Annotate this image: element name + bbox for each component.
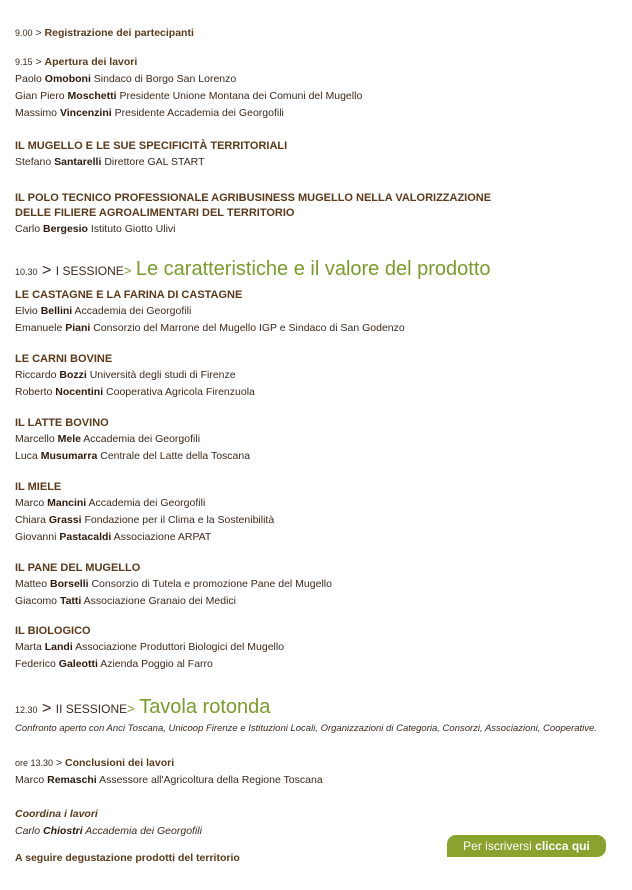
speaker-role: Associazione Produttori Biologici del Mugello	[75, 641, 285, 653]
speaker-role: Università degli studi di Firenze	[89, 369, 236, 381]
speaker-first-name: Carlo	[15, 223, 41, 235]
talk-title-line1: IL POLO TECNICO PROFESSIONALE AGRIBUSINESS MUGELLO NELLA VALORIZZAZIONE	[15, 192, 492, 204]
speaker-row	[15, 320, 622, 337]
session-title: Tavola rotonda	[139, 696, 271, 718]
speaker-role: Direttore GAL START	[104, 156, 205, 168]
speaker-last-name: Vincenzini	[59, 107, 112, 119]
speaker-role: Sindaco di Borgo San Lorenzo	[93, 73, 237, 85]
speaker-last-name: Galeotti	[58, 658, 98, 670]
speaker-last-name: Musumarra	[40, 450, 98, 462]
arrow-icon: >	[127, 701, 135, 716]
coordinator-role: Accademia dei Georgofili	[85, 825, 202, 837]
speaker-last-name: Piani	[65, 322, 91, 334]
speaker-last-name: Remaschi	[47, 774, 97, 786]
topic-latte	[15, 416, 622, 465]
speaker-first-name: Marta	[15, 641, 42, 653]
speaker-role: Azienda Poggio al Farro	[100, 658, 213, 670]
speaker-first-name: Massimo	[15, 107, 58, 119]
speaker-first-name: Elvio	[15, 305, 38, 317]
speaker-last-name: Mancini	[47, 497, 87, 509]
topic-pane	[15, 561, 622, 610]
talk-polo-tecnico	[15, 191, 622, 238]
speaker-row	[15, 303, 622, 320]
talk-title-line2: DELLE FILIERE AGROALIMENTARI DEL TERRITORIO	[15, 207, 295, 219]
session-time: 12.30	[15, 705, 38, 715]
speaker-first-name: Giovanni	[15, 531, 57, 543]
speaker-row	[15, 88, 622, 105]
opening-heading	[15, 54, 622, 71]
topic-title: LE CASTAGNE E LA FARINA DI CASTAGNE	[15, 289, 243, 301]
speaker-first-name: Emanuele	[15, 322, 63, 334]
tasting-text: A seguire degustazione prodotti del territorio	[15, 852, 240, 864]
speaker-row	[15, 448, 622, 465]
speaker-first-name: Chiara	[15, 514, 46, 526]
topic-miele	[15, 480, 622, 546]
topic-biologico	[15, 624, 622, 673]
speaker-last-name: Borselli	[50, 578, 89, 590]
talk-title: IL MUGELLO E LE SUE SPECIFICITÀ TERRITORIALI	[15, 140, 288, 152]
speaker-last-name: Grassi	[48, 514, 82, 526]
speaker-first-name: Paolo	[15, 73, 42, 85]
speaker-role: Presidente Unione Montana dei Comuni del Mugello	[119, 90, 363, 102]
speaker-last-name: Bellini	[40, 305, 73, 317]
speaker-first-name: Marcello	[15, 433, 55, 445]
speaker-role: Accademia dei Georgofili	[88, 497, 206, 509]
opening-block	[15, 54, 622, 122]
speaker-row	[15, 154, 622, 171]
topic-castagne	[15, 288, 622, 337]
coordinator-last-name: Chiostri	[43, 825, 83, 837]
session-label: II SESSIONE	[55, 702, 128, 716]
speaker-row	[15, 529, 622, 546]
speaker-first-name: Giacomo	[15, 595, 58, 607]
closing-heading	[15, 755, 622, 772]
speaker-last-name: Moschetti	[67, 90, 117, 102]
topic-title: IL BIOLOGICO	[15, 625, 91, 637]
topic-carni	[15, 352, 622, 401]
speaker-role: Cooperativa Agricola Firenzuola	[106, 386, 255, 398]
speaker-role: Accademia dei Georgofili	[83, 433, 201, 445]
speaker-row	[15, 495, 622, 512]
speaker-row	[15, 656, 622, 673]
speaker-first-name: Federico	[15, 658, 56, 670]
session-2-heading	[15, 696, 622, 719]
speaker-role: Accademia dei Georgofili	[74, 305, 192, 317]
speaker-last-name: Omoboni	[44, 73, 91, 85]
session-1-heading	[15, 258, 622, 281]
speaker-last-name: Bozzi	[59, 369, 87, 381]
register-button-strong: clicca qui	[535, 839, 590, 853]
speaker-last-name: Tatti	[59, 595, 82, 607]
topic-title: IL LATTE BOVINO	[15, 417, 109, 429]
speaker-first-name: Marco	[15, 497, 45, 509]
speaker-row	[15, 71, 622, 88]
speaker-first-name: Riccardo	[15, 369, 57, 381]
speaker-role: Assessore all'Agricoltura della Regione Toscana	[99, 774, 323, 786]
speaker-row	[15, 367, 622, 384]
registration-label: Registrazione dei partecipanti	[44, 27, 194, 39]
arrow-icon: >	[41, 700, 52, 717]
topic-title: LE CARNI BOVINE	[15, 353, 113, 365]
talk-mugello	[15, 139, 622, 171]
registration-row	[15, 25, 622, 42]
arrow-icon: >	[41, 262, 52, 279]
coordinator-label: Coordina i lavori	[15, 808, 98, 820]
speaker-role: Consorzio del Marrone del Mugello IGP e Sindaco di San Godenzo	[93, 322, 405, 334]
arrow-icon: >	[35, 56, 42, 68]
speaker-last-name: Bergesio	[43, 223, 88, 235]
speaker-first-name: Matteo	[15, 578, 48, 590]
speaker-row	[15, 772, 622, 789]
speaker-role: Associazione Granaio dei Medici	[83, 595, 236, 607]
arrow-icon: >	[35, 27, 42, 39]
speaker-role: Centrale del Latte della Toscana	[100, 450, 251, 462]
session-time: 10.30	[15, 267, 38, 277]
speaker-row	[15, 221, 622, 238]
topic-title: IL MIELE	[15, 481, 62, 493]
speaker-role: Fondazione per il Clima e la Sostenibilità	[84, 514, 275, 526]
speaker-role: Presidente Accademia dei Georgofili	[114, 107, 284, 119]
speaker-row	[15, 512, 622, 529]
closing-time: ore 13.30	[15, 758, 54, 768]
speaker-role: Istituto Giotto Ulivi	[90, 223, 176, 235]
speaker-last-name: Nocentini	[55, 386, 104, 398]
register-button[interactable]	[447, 835, 606, 857]
speaker-last-name: Santarelli	[54, 156, 102, 168]
registration-time: 9.00	[15, 28, 33, 38]
coordinator-first-name: Carlo	[15, 825, 41, 837]
session-label: I SESSIONE	[55, 264, 124, 278]
closing-label: Conclusioni dei lavori	[65, 757, 175, 769]
speaker-row	[15, 105, 622, 122]
speaker-row	[15, 384, 622, 401]
speaker-row	[15, 593, 622, 610]
arrow-icon: >	[55, 757, 63, 769]
speaker-role: Consorzio di Tutela e promozione Pane del Mugello	[91, 578, 332, 590]
speaker-last-name: Landi	[44, 641, 73, 653]
speaker-row	[15, 639, 622, 656]
session-title: Le caratteristiche e il valore del prodotto	[135, 258, 491, 280]
speaker-first-name: Luca	[15, 450, 38, 462]
closing-block	[15, 755, 622, 789]
session-2-note: Confronto aperto con Anci Toscana, Unicoop Firenze e Istituzioni Locali, Organizzazioni di Categoria, Consorzi, Associazioni, Cooperative.	[15, 723, 597, 734]
topic-title: IL PANE DEL MUGELLO	[15, 562, 141, 574]
opening-time: 9.15	[15, 57, 33, 67]
register-button-text: Per iscriversi	[463, 839, 532, 853]
speaker-last-name: Pastacaldi	[59, 531, 112, 543]
opening-label: Apertura dei lavori	[44, 56, 138, 68]
arrow-icon: >	[123, 263, 132, 278]
speaker-role: Associazione ARPAT	[113, 531, 212, 543]
speaker-first-name: Gian Piero	[15, 90, 65, 102]
speaker-first-name: Marco	[15, 774, 45, 786]
speaker-first-name: Stefano	[15, 156, 52, 168]
speaker-row	[15, 431, 622, 448]
speaker-last-name: Mele	[57, 433, 81, 445]
speaker-row	[15, 576, 622, 593]
speaker-first-name: Roberto	[15, 386, 53, 398]
